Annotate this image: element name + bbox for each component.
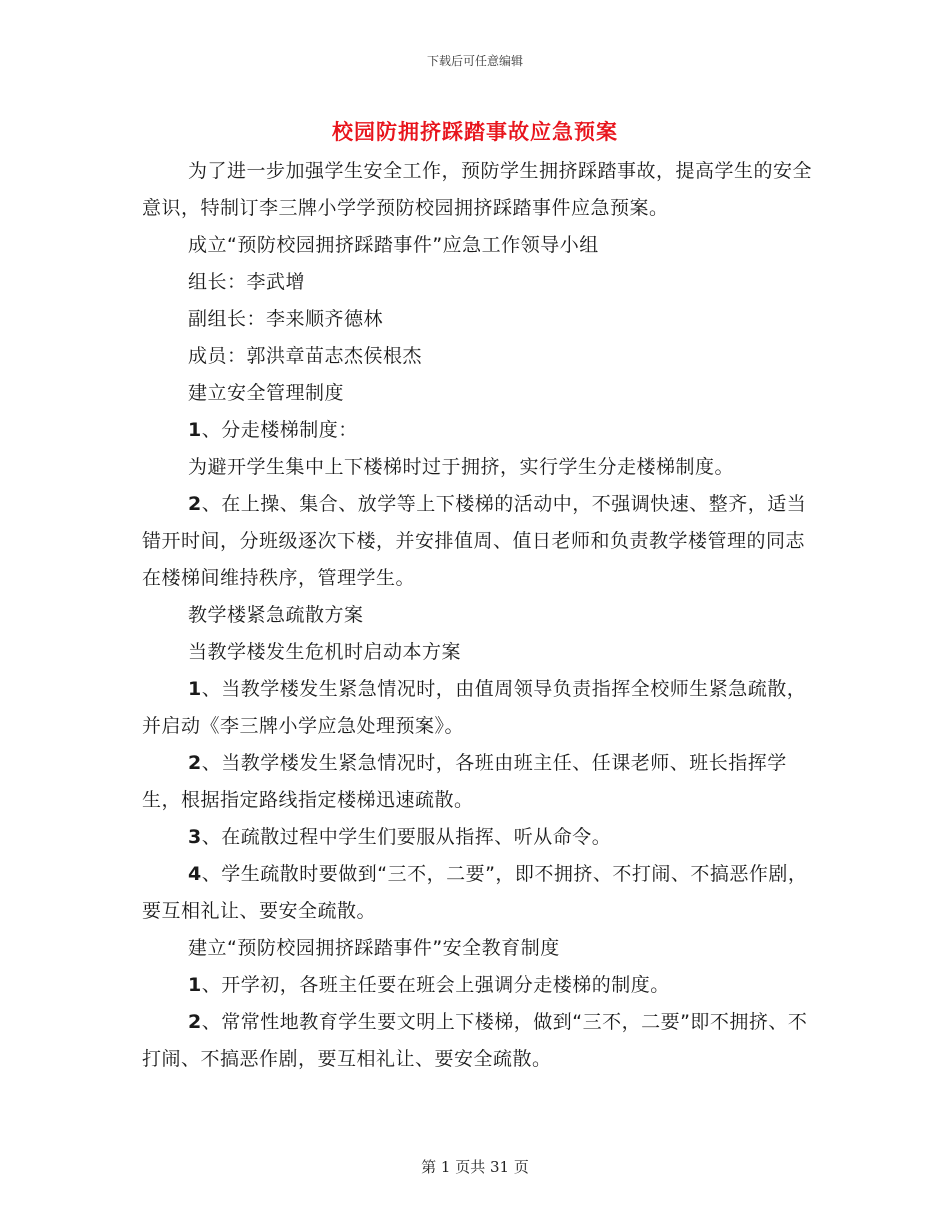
paragraph <box>142 856 822 930</box>
paragraph-number: 4 <box>188 863 202 885</box>
paragraph <box>142 597 822 634</box>
paragraph-number: 1 <box>188 974 202 996</box>
paragraph-text: 、分走楼梯制度： <box>201 419 358 441</box>
paragraph-text: 建立“预防校园拥挤踩踏事件”安全教育制度 <box>188 937 560 959</box>
paragraph-text: 、开学初，各班主任要在班会上强调分走楼梯的制度。 <box>201 974 670 996</box>
paragraph-text: 、常常性地教育学生要文明上下楼梯，做到“三不，二要”即不拥挤、不打闹、不搞恶作剧，要互相礼让、要安全疏散。 <box>142 1011 808 1070</box>
paragraph-number: 2 <box>188 493 202 515</box>
paragraph-text: 当教学楼发生危机时启动本方案 <box>188 641 462 663</box>
paragraph <box>142 338 822 375</box>
paragraph-text: 组长：李武增 <box>188 271 306 293</box>
page-number: 第 1 页共 31 页 <box>421 1158 529 1176</box>
paragraph-text: 、在上操、集合、放学等上下楼梯的活动中，不强调快速、整齐，适当错开时间，分班级逐次下楼，并安排值周、值日老师和负责教学楼管理的同志在楼梯间维持秩序，管理学生。 <box>142 493 807 589</box>
paragraph-text: 成立“预防校园拥挤踩踏事件”应急工作领导小组 <box>188 234 599 256</box>
paragraph-text: 为了进一步加强学生安全工作，预防学生拥挤踩踏事故，提高学生的安全意识，特制订李三牌小学学预防校园拥挤踩踏事件应急预案。 <box>142 160 813 219</box>
document-body <box>142 153 822 1078</box>
paragraph-number: 3 <box>188 826 202 848</box>
paragraph-text: 教学楼紧急疏散方案 <box>188 604 364 626</box>
paragraph <box>142 745 822 819</box>
paragraph <box>142 1004 822 1078</box>
paragraph <box>142 671 822 745</box>
paragraph <box>142 634 822 671</box>
paragraph-text: 、学生疏散时要做到“三不，二要”，即不拥挤、不打闹、不搞恶作剧，要互相礼让、要安全疏散。 <box>142 863 808 922</box>
paragraph <box>142 449 822 486</box>
paragraph <box>142 153 822 227</box>
page-header-note: 下载后可任意编辑 <box>426 54 523 68</box>
paragraph <box>142 930 822 967</box>
paragraph <box>142 412 822 449</box>
paragraph-text: 成员：郭洪章苗志杰侯根杰 <box>188 345 423 367</box>
paragraph <box>142 967 822 1004</box>
paragraph-text: 、在疏散过程中学生们要服从指挥、听从命令。 <box>201 826 612 848</box>
paragraph-text: 、当教学楼发生紧急情况时，各班由班主任、任课老师、班长指挥学生，根据指定路线指定楼梯迅速疏散。 <box>142 752 787 811</box>
paragraph <box>142 264 822 301</box>
paragraph-text: 、当教学楼发生紧急情况时，由值周领导负责指挥全校师生紧急疏散，并启动《李三牌小学应急处理预案》。 <box>142 678 807 737</box>
document-title: 校园防拥挤踩踏事故应急预案 <box>332 119 618 144</box>
paragraph-text: 副组长：李来顺齐德林 <box>188 308 384 330</box>
paragraph <box>142 375 822 412</box>
paragraph-number: 1 <box>188 419 202 441</box>
paragraph-text: 建立安全管理制度 <box>188 382 345 404</box>
paragraph <box>142 301 822 338</box>
paragraph-number: 2 <box>188 752 202 774</box>
paragraph <box>142 819 822 856</box>
paragraph <box>142 486 822 597</box>
paragraph-text: 为避开学生集中上下楼梯时过于拥挤，实行学生分走楼梯制度。 <box>188 456 735 478</box>
paragraph-number: 1 <box>188 678 202 700</box>
paragraph-number: 2 <box>188 1011 202 1033</box>
paragraph <box>142 227 822 264</box>
